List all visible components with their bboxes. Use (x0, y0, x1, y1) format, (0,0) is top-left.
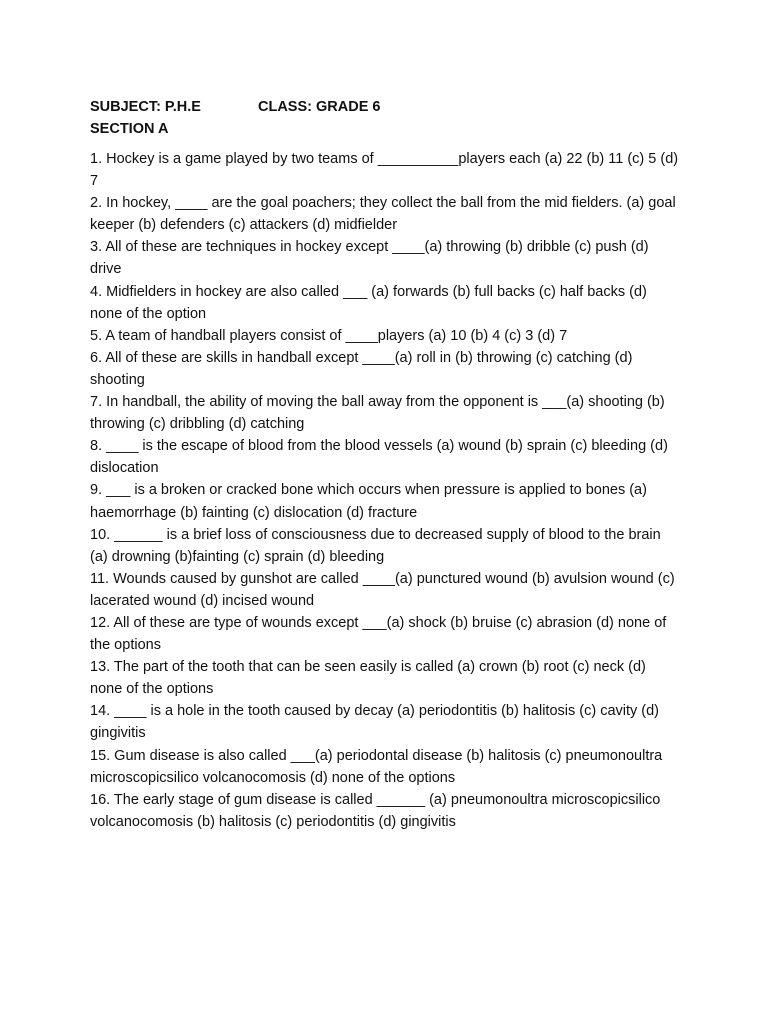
question-15: 15. Gum disease is also called ___(a) periodontal disease (b) halitosis (c) pneumonoultra microscopicsilico volcanocomosis (d) none of the options (90, 747, 663, 786)
section-title: SECTION A (90, 121, 169, 137)
class-label: CLASS: GRADE 6 (258, 99, 381, 115)
question-13: 13. The part of the tooth that can be seen easily is called (a) crown (b) root (c) neck (d) none of the options (90, 659, 646, 698)
question-14: 14. ____ is a hole in the tooth caused by decay (a) periodontitis (b) halitosis (c) cavity (d) gingivitis (90, 703, 660, 742)
document-header (90, 96, 680, 140)
subject-label: SUBJECT: P.H.E (90, 99, 201, 115)
question-7: 7. In handball, the ability of moving the ball away from the opponent is ___(a) shooting (b) throwing (c) dribbling (d) catching (90, 394, 665, 433)
question-12: 12. All of these are type of wounds except ___(a) shock (b) bruise (c) abrasion (d) none of the options (90, 614, 667, 654)
document-page (90, 96, 680, 833)
question-3: 3. All of these are techniques in hockey except ____(a) throwing (b) dribble (c) push (d) drive (90, 239, 649, 278)
question-5: 5. A team of handball players consist of ____players (a) 10 (b) 4 (c) 3 (d) 7 (90, 327, 568, 344)
question-9: 9. ___ is a broken or cracked bone which occurs when pressure is applied to bones (a) haemorrhage (b) fainting (c) dislocation (d) fracture (90, 482, 647, 521)
question-2: 2. In hockey, ____ are the goal poachers; they collect the ball from the mid fielders. (a) goal keeper (b) defenders (c) attackers (d) midfielder (90, 195, 676, 234)
question-6: 6. All of these are skills in handball except ____(a) roll in (b) throwing (c) catching (d) shooting (90, 349, 633, 388)
question-10: 10. ______ is a brief loss of consciousness due to decreased supply of blood to the brain (a) drowning (b)fainting (c) sprain (d) bleeding (90, 526, 661, 565)
question-4: 4. Midfielders in hockey are also called ___ (a) forwards (b) full backs (c) half backs (d) none of the option (90, 283, 647, 322)
header-row (90, 96, 680, 118)
question-8: 8. ____ is the escape of blood from the blood vessels (a) wound (b) sprain (c) bleeding (d) dislocation (90, 438, 668, 477)
question-11: 11. Wounds caused by gunshot are called ____(a) punctured wound (b) avulsion wound (c) lacerated wound (d) incised wound (90, 570, 675, 609)
question-16: 16. The early stage of gum disease is called ______ (a) pneumonoultra microscopicsilico volcanocomosis (b) halitosis (c) periodontitis (d) gingivitis (90, 791, 661, 830)
question-1: 1. Hockey is a game played by two teams of __________players each (a) 22 (b) 11 (c) 5 (d) 7 (90, 151, 679, 190)
question-list (90, 148, 680, 833)
